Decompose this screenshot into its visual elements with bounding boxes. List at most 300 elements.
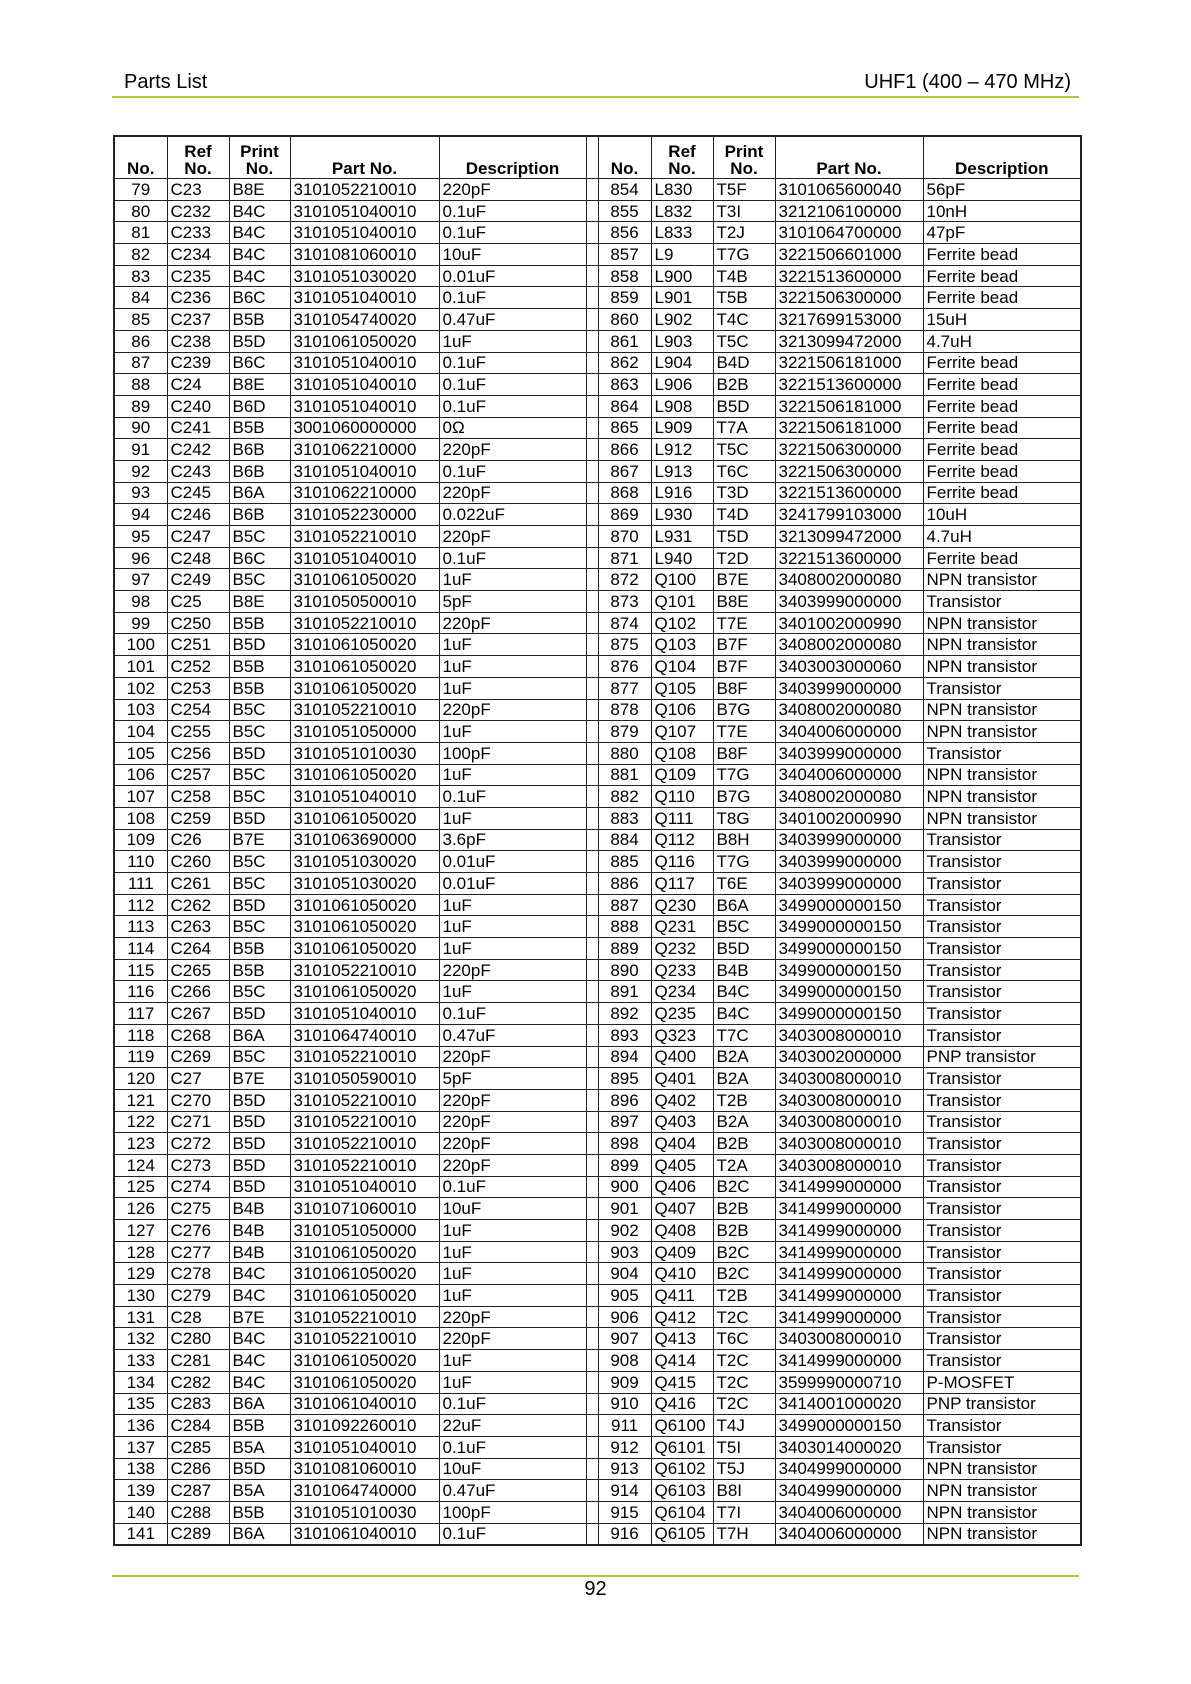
table-row (114, 916, 1081, 938)
cell-print-no: B5C (229, 569, 290, 591)
cell-description: Transistor (923, 591, 1081, 613)
cell-ref-no: L906 (651, 374, 713, 396)
cell-part-no: 3101051040010 (290, 460, 439, 482)
cell-ref-no: C247 (167, 526, 229, 548)
cell-part-no: 3414001000020 (775, 1393, 923, 1415)
cell-no: 99 (114, 612, 167, 634)
cell-description: 0.47uF (439, 309, 586, 331)
cell-part-no: 3221513600000 (775, 374, 923, 396)
cell-no: 864 (598, 395, 651, 417)
cell-print-no: T5J (713, 1458, 775, 1480)
column-separator (586, 1220, 598, 1242)
cell-description: Transistor (923, 1198, 1081, 1220)
cell-no: 117 (114, 1003, 167, 1025)
cell-no: 140 (114, 1501, 167, 1523)
cell-print-no: B5B (229, 1415, 290, 1437)
cell-description: Transistor (923, 1415, 1081, 1437)
cell-description: 1uF (439, 894, 586, 916)
cell-no: 887 (598, 894, 651, 916)
cell-part-no: 3403008000010 (775, 1111, 923, 1133)
cell-part-no: 3599990000710 (775, 1371, 923, 1393)
cell-part-no: 3101051040010 (290, 374, 439, 396)
cell-ref-no: C268 (167, 1024, 229, 1046)
cell-part-no: 3101061050020 (290, 1285, 439, 1307)
cell-print-no: T2C (713, 1393, 775, 1415)
cell-part-no: 3404006000000 (775, 721, 923, 743)
cell-description: 10uH (923, 504, 1081, 526)
cell-ref-no: L931 (651, 526, 713, 548)
cell-ref-no: C246 (167, 504, 229, 526)
cell-description: Transistor (923, 677, 1081, 699)
column-separator (586, 1306, 598, 1328)
cell-print-no: T7I (713, 1501, 775, 1523)
column-separator (586, 1111, 598, 1133)
cell-no: 102 (114, 677, 167, 699)
col-header-ref: Ref No. (651, 136, 713, 179)
cell-no: 893 (598, 1024, 651, 1046)
column-separator (586, 677, 598, 699)
cell-print-no: T7G (713, 244, 775, 266)
cell-description: 1uF (439, 634, 586, 656)
cell-print-no: T5C (713, 439, 775, 461)
cell-part-no: 3101052210010 (290, 1306, 439, 1328)
cell-ref-no: C262 (167, 894, 229, 916)
cell-description: Transistor (923, 1133, 1081, 1155)
cell-part-no: 3404006000000 (775, 764, 923, 786)
cell-part-no: 3101092260010 (290, 1415, 439, 1437)
cell-ref-no: C256 (167, 742, 229, 764)
cell-ref-no: Q107 (651, 721, 713, 743)
cell-ref-no: C280 (167, 1328, 229, 1350)
table-row (114, 851, 1081, 873)
cell-part-no: 3221506300000 (775, 439, 923, 461)
cell-no: 884 (598, 829, 651, 851)
cell-no: 95 (114, 526, 167, 548)
column-separator (586, 959, 598, 981)
cell-ref-no: C259 (167, 807, 229, 829)
cell-print-no: B5D (229, 1089, 290, 1111)
column-separator (586, 1133, 598, 1155)
cell-print-no: B7E (229, 1068, 290, 1090)
cell-print-no: B5B (229, 612, 290, 634)
cell-description: Transistor (923, 981, 1081, 1003)
cell-ref-no: C285 (167, 1436, 229, 1458)
cell-part-no: 3101051010030 (290, 1501, 439, 1523)
cell-no: 112 (114, 894, 167, 916)
cell-no: 859 (598, 287, 651, 309)
cell-description: Transistor (923, 1220, 1081, 1242)
cell-no: 889 (598, 938, 651, 960)
cell-no: 869 (598, 504, 651, 526)
cell-ref-no: Q117 (651, 873, 713, 895)
cell-no: 909 (598, 1371, 651, 1393)
cell-description: 0.47uF (439, 1024, 586, 1046)
cell-description: 1uF (439, 916, 586, 938)
cell-print-no: T2J (713, 222, 775, 244)
cell-part-no: 3101061050020 (290, 894, 439, 916)
cell-part-no: 3499000000150 (775, 1003, 923, 1025)
column-separator (586, 352, 598, 374)
cell-description: 220pF (439, 1089, 586, 1111)
table-row (114, 1068, 1081, 1090)
cell-print-no: B5A (229, 1480, 290, 1502)
cell-print-no: B2B (713, 1220, 775, 1242)
cell-part-no: 3241799103000 (775, 504, 923, 526)
cell-no: 882 (598, 786, 651, 808)
cell-print-no: B5D (713, 938, 775, 960)
cell-no: 106 (114, 764, 167, 786)
column-separator (586, 1154, 598, 1176)
column-separator (586, 1241, 598, 1263)
cell-print-no: B4C (229, 200, 290, 222)
parts-table (113, 135, 1082, 1546)
cell-no: 109 (114, 829, 167, 851)
cell-part-no: 3101054740020 (290, 309, 439, 331)
cell-no: 120 (114, 1068, 167, 1090)
cell-part-no: 3101061050020 (290, 981, 439, 1003)
cell-ref-no: L833 (651, 222, 713, 244)
cell-part-no: 3101052210010 (290, 1111, 439, 1133)
cell-ref-no: Q413 (651, 1328, 713, 1350)
cell-description: 220pF (439, 1111, 586, 1133)
cell-ref-no: Q110 (651, 786, 713, 808)
cell-ref-no: C287 (167, 1480, 229, 1502)
cell-description: Ferrite bead (923, 352, 1081, 374)
cell-part-no: 3101061050020 (290, 569, 439, 591)
header-model: UHF1 (400 – 470 MHz) (864, 71, 1071, 93)
cell-description: Ferrite bead (923, 244, 1081, 266)
cell-description: Ferrite bead (923, 417, 1081, 439)
cell-no: 84 (114, 287, 167, 309)
cell-no: 900 (598, 1176, 651, 1198)
cell-print-no: B7F (713, 656, 775, 678)
cell-part-no: 3101051040010 (290, 352, 439, 374)
cell-ref-no: C253 (167, 677, 229, 699)
cell-ref-no: C264 (167, 938, 229, 960)
cell-no: 878 (598, 699, 651, 721)
cell-ref-no: C23 (167, 179, 229, 201)
table-row (114, 1350, 1081, 1372)
cell-no: 82 (114, 244, 167, 266)
cell-ref-no: C276 (167, 1220, 229, 1242)
table-row (114, 938, 1081, 960)
cell-print-no: B8I (713, 1480, 775, 1502)
cell-description: 4.7uH (923, 526, 1081, 548)
cell-part-no: 3101063690000 (290, 829, 439, 851)
column-separator (586, 656, 598, 678)
cell-description: 220pF (439, 612, 586, 634)
cell-ref-no: Q100 (651, 569, 713, 591)
cell-no: 886 (598, 873, 651, 895)
cell-part-no: 3403008000010 (775, 1068, 923, 1090)
cell-print-no: T5B (713, 287, 775, 309)
cell-print-no: T4D (713, 504, 775, 526)
cell-no: 876 (598, 656, 651, 678)
cell-no: 901 (598, 1198, 651, 1220)
table-row (114, 764, 1081, 786)
cell-part-no: 3221506181000 (775, 352, 923, 374)
cell-print-no: T6C (713, 1328, 775, 1350)
cell-description: Transistor (923, 1024, 1081, 1046)
cell-part-no: 3221506601000 (775, 244, 923, 266)
cell-no: 902 (598, 1220, 651, 1242)
col-header-ref: Ref No. (167, 136, 229, 179)
cell-ref-no: C237 (167, 309, 229, 331)
cell-no: 130 (114, 1285, 167, 1307)
table-row (114, 1133, 1081, 1155)
cell-description: 0.1uF (439, 1393, 586, 1415)
cell-no: 899 (598, 1154, 651, 1176)
cell-no: 105 (114, 742, 167, 764)
cell-description: 100pF (439, 1501, 586, 1523)
column-separator (586, 916, 598, 938)
cell-print-no: T2B (713, 1089, 775, 1111)
cell-print-no: T7A (713, 417, 775, 439)
cell-part-no: 3414999000000 (775, 1198, 923, 1220)
cell-part-no: 3408002000080 (775, 569, 923, 591)
cell-print-no: B7F (713, 634, 775, 656)
cell-no: 868 (598, 482, 651, 504)
cell-ref-no: C236 (167, 287, 229, 309)
cell-ref-no: Q409 (651, 1241, 713, 1263)
cell-no: 914 (598, 1480, 651, 1502)
cell-part-no: 3101071060010 (290, 1198, 439, 1220)
cell-description: 0.1uF (439, 460, 586, 482)
table-row (114, 1111, 1081, 1133)
column-separator (586, 330, 598, 352)
cell-no: 96 (114, 547, 167, 569)
cell-description: 10uF (439, 1198, 586, 1220)
cell-part-no: 3101052210010 (290, 1046, 439, 1068)
cell-description: Transistor (923, 1154, 1081, 1176)
cell-part-no: 3101062210000 (290, 482, 439, 504)
cell-description: NPN transistor (923, 1501, 1081, 1523)
cell-print-no: T5I (713, 1436, 775, 1458)
cell-print-no: B6D (229, 395, 290, 417)
cell-ref-no: Q108 (651, 742, 713, 764)
cell-part-no: 3101051040010 (290, 1436, 439, 1458)
cell-print-no: B4C (229, 265, 290, 287)
cell-print-no: B4B (229, 1220, 290, 1242)
column-separator (586, 526, 598, 548)
cell-description: Transistor (923, 1241, 1081, 1263)
cell-description: Ferrite bead (923, 460, 1081, 482)
cell-part-no: 3101051050000 (290, 1220, 439, 1242)
cell-description: 0.1uF (439, 786, 586, 808)
cell-print-no: T5F (713, 179, 775, 201)
column-separator (586, 374, 598, 396)
cell-part-no: 3408002000080 (775, 634, 923, 656)
cell-ref-no: C28 (167, 1306, 229, 1328)
cell-part-no: 3101065600040 (775, 179, 923, 201)
cell-ref-no: L908 (651, 395, 713, 417)
cell-ref-no: C277 (167, 1241, 229, 1263)
cell-ref-no: L830 (651, 179, 713, 201)
cell-part-no: 3403008000010 (775, 1089, 923, 1111)
cell-print-no: B4B (713, 959, 775, 981)
cell-no: 132 (114, 1328, 167, 1350)
table-row (114, 1415, 1081, 1437)
cell-no: 906 (598, 1306, 651, 1328)
cell-part-no: 3403002000000 (775, 1046, 923, 1068)
cell-ref-no: C245 (167, 482, 229, 504)
cell-print-no: B5D (229, 1176, 290, 1198)
cell-ref-no: C279 (167, 1285, 229, 1307)
cell-no: 114 (114, 938, 167, 960)
column-separator (586, 482, 598, 504)
cell-print-no: B7G (713, 699, 775, 721)
cell-print-no: B5B (229, 656, 290, 678)
cell-description: 1uF (439, 656, 586, 678)
cell-part-no: 3499000000150 (775, 981, 923, 1003)
column-separator (586, 222, 598, 244)
cell-no: 885 (598, 851, 651, 873)
cell-ref-no: L903 (651, 330, 713, 352)
cell-print-no: B4C (229, 1285, 290, 1307)
cell-part-no: 3101052210010 (290, 1328, 439, 1350)
parts-table-body (114, 179, 1081, 1546)
cell-part-no: 3101061050020 (290, 764, 439, 786)
cell-ref-no: L913 (651, 460, 713, 482)
cell-no: 93 (114, 482, 167, 504)
cell-description: 1uF (439, 807, 586, 829)
table-row (114, 1371, 1081, 1393)
column-separator (586, 287, 598, 309)
cell-ref-no: Q323 (651, 1024, 713, 1046)
cell-description: NPN transistor (923, 1523, 1081, 1545)
cell-ref-no: C283 (167, 1393, 229, 1415)
column-separator (586, 742, 598, 764)
cell-no: 888 (598, 916, 651, 938)
cell-part-no: 3499000000150 (775, 959, 923, 981)
cell-part-no: 3403008000010 (775, 1133, 923, 1155)
cell-part-no: 3403003000060 (775, 656, 923, 678)
cell-ref-no: C255 (167, 721, 229, 743)
cell-print-no: B8E (713, 591, 775, 613)
column-separator (586, 1263, 598, 1285)
cell-description: 1uF (439, 677, 586, 699)
table-row (114, 1306, 1081, 1328)
cell-ref-no: C232 (167, 200, 229, 222)
table-row (114, 829, 1081, 851)
cell-description: NPN transistor (923, 612, 1081, 634)
cell-print-no: B4C (713, 981, 775, 1003)
cell-print-no: B5D (229, 807, 290, 829)
cell-description: 0.1uF (439, 287, 586, 309)
cell-description: 0.1uF (439, 547, 586, 569)
cell-ref-no: C252 (167, 656, 229, 678)
cell-description: 10nH (923, 200, 1081, 222)
cell-description: Transistor (923, 1003, 1081, 1025)
cell-ref-no: C273 (167, 1154, 229, 1176)
cell-description: Ferrite bead (923, 287, 1081, 309)
cell-description: 220pF (439, 699, 586, 721)
cell-no: 860 (598, 309, 651, 331)
cell-ref-no: Q231 (651, 916, 713, 938)
cell-no: 127 (114, 1220, 167, 1242)
cell-no: 118 (114, 1024, 167, 1046)
cell-no: 89 (114, 395, 167, 417)
column-separator (586, 851, 598, 873)
cell-print-no: B5D (229, 1003, 290, 1025)
cell-ref-no: Q400 (651, 1046, 713, 1068)
cell-no: 108 (114, 807, 167, 829)
cell-part-no: 3101051040010 (290, 287, 439, 309)
cell-print-no: B5C (229, 851, 290, 873)
cell-print-no: T7E (713, 612, 775, 634)
cell-ref-no: Q403 (651, 1111, 713, 1133)
cell-print-no: B8F (713, 677, 775, 699)
col-header-no: No. (598, 136, 651, 179)
cell-no: 897 (598, 1111, 651, 1133)
cell-ref-no: C249 (167, 569, 229, 591)
footer-rule (112, 1575, 1079, 1577)
column-separator (586, 1436, 598, 1458)
cell-part-no: 3101052210010 (290, 1154, 439, 1176)
cell-ref-no: Q101 (651, 591, 713, 613)
cell-part-no: 3101062210000 (290, 439, 439, 461)
cell-description: Transistor (923, 1111, 1081, 1133)
cell-print-no: B5C (229, 721, 290, 743)
column-separator (586, 1415, 598, 1437)
cell-description: 47pF (923, 222, 1081, 244)
cell-no: 116 (114, 981, 167, 1003)
cell-ref-no: Q405 (651, 1154, 713, 1176)
table-row (114, 1480, 1081, 1502)
cell-ref-no: C263 (167, 916, 229, 938)
cell-part-no: 3101052210010 (290, 699, 439, 721)
cell-part-no: 3403999000000 (775, 851, 923, 873)
column-separator (586, 1046, 598, 1068)
table-header-row (114, 136, 1081, 179)
cell-ref-no: Q6104 (651, 1501, 713, 1523)
cell-no: 111 (114, 873, 167, 895)
cell-part-no: 3101061050020 (290, 656, 439, 678)
cell-description: 3.6pF (439, 829, 586, 851)
cell-part-no: 3414999000000 (775, 1306, 923, 1328)
cell-description: 220pF (439, 179, 586, 201)
cell-no: 880 (598, 742, 651, 764)
cell-print-no: T4B (713, 265, 775, 287)
cell-part-no: 3101061050020 (290, 1241, 439, 1263)
cell-description: 0.01uF (439, 851, 586, 873)
cell-part-no: 3408002000080 (775, 699, 923, 721)
column-separator (586, 395, 598, 417)
cell-print-no: B5D (229, 742, 290, 764)
cell-part-no: 3101051030020 (290, 873, 439, 895)
cell-no: 107 (114, 786, 167, 808)
cell-part-no: 3101050500010 (290, 591, 439, 613)
cell-print-no: B6A (713, 894, 775, 916)
cell-no: 87 (114, 352, 167, 374)
cell-no: 126 (114, 1198, 167, 1220)
cell-description: Transistor (923, 1263, 1081, 1285)
cell-part-no: 3403999000000 (775, 873, 923, 895)
cell-description: P-MOSFET (923, 1371, 1081, 1393)
cell-description: 0.022uF (439, 504, 586, 526)
cell-description: NPN transistor (923, 764, 1081, 786)
cell-no: 92 (114, 460, 167, 482)
column-separator (586, 1350, 598, 1372)
cell-part-no: 3101064740010 (290, 1024, 439, 1046)
cell-ref-no: C270 (167, 1089, 229, 1111)
cell-print-no: B6B (229, 504, 290, 526)
cell-no: 97 (114, 569, 167, 591)
cell-ref-no: C261 (167, 873, 229, 895)
cell-ref-no: C243 (167, 460, 229, 482)
cell-print-no: B5D (229, 1111, 290, 1133)
cell-no: 865 (598, 417, 651, 439)
